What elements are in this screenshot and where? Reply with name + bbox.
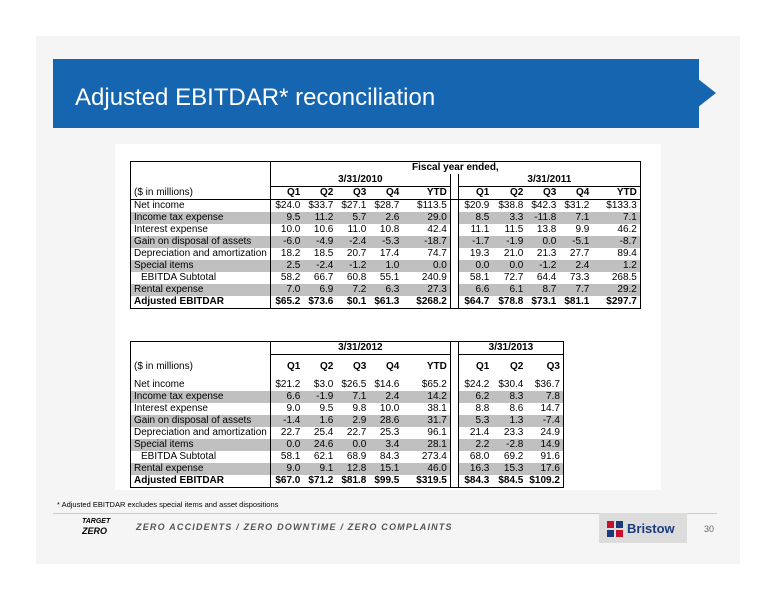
table-fy2012-2013 xyxy=(130,341,564,488)
cell-value: 15.1 xyxy=(369,463,402,475)
cell-value: $61.3 xyxy=(369,296,402,309)
cell-value: 7.7 xyxy=(559,284,592,296)
column-header: Q1 xyxy=(458,187,492,200)
cell-value: 27.3 xyxy=(402,284,450,296)
cell-value: -1.9 xyxy=(492,236,526,248)
cell-value: 18.2 xyxy=(280,248,301,259)
table-row xyxy=(131,272,641,284)
cell-value: 38.1 xyxy=(427,402,447,414)
cell-value: 6.6 xyxy=(458,284,492,296)
cell-value: -7.4 xyxy=(526,415,563,427)
row-label: Adjusted EBITDAR xyxy=(131,475,271,488)
row-label: EBITDA Subtotal xyxy=(131,451,271,463)
cell-value: $73.1 xyxy=(526,296,559,309)
table-row xyxy=(131,463,564,475)
table-row xyxy=(131,439,564,451)
cell-value: 1.3 xyxy=(492,415,526,427)
cell-value: 11.1 xyxy=(470,224,490,235)
row-label: Rental expense xyxy=(131,463,271,475)
cell-value: 8.5 xyxy=(458,212,492,224)
cell-value: 27.7 xyxy=(569,248,590,259)
column-header: Q3 xyxy=(526,187,559,200)
cell-value: $71.2 xyxy=(303,475,336,488)
bristow-emblem-icon xyxy=(607,519,623,537)
cell-value: -1.2 xyxy=(526,260,559,272)
footnote: * Adjusted EBITDAR excludes special items and asset dispositions xyxy=(57,500,279,509)
slide-title: Adjusted EBITDAR* reconciliation xyxy=(75,84,436,111)
column-header: Q4 xyxy=(386,360,400,372)
target-zero-logo-line1: TARGET xyxy=(82,518,111,525)
column-header: Q4 xyxy=(559,187,592,200)
column-gap xyxy=(450,296,458,309)
bristow-wordmark: Bristow xyxy=(627,521,675,536)
cell-value: 21.0 xyxy=(503,248,524,259)
table-row xyxy=(131,248,641,260)
cell-value: 62.1 xyxy=(313,450,334,462)
cell-value: 11.5 xyxy=(504,224,524,235)
units-label: ($ in millions) xyxy=(131,355,271,379)
cell-value: 6.6 xyxy=(270,391,303,403)
cell-value: $113.5 xyxy=(417,200,447,211)
cell-value: -4.9 xyxy=(303,236,336,248)
cell-value: 5.3 xyxy=(458,415,492,427)
fiscal-year-header: Fiscal year ended, xyxy=(270,162,640,175)
cell-value: 0.0 xyxy=(270,439,303,451)
table-row xyxy=(131,379,564,391)
column-header: Q2 xyxy=(492,187,526,200)
cell-value: 58.2 xyxy=(280,272,301,283)
column-header: Q1 xyxy=(476,360,490,372)
row-label: Interest expense xyxy=(131,224,271,236)
cell-value: 69.2 xyxy=(503,450,524,462)
cell-value: $99.5 xyxy=(369,475,402,488)
column-gap xyxy=(450,379,458,391)
cell-value: $64.7 xyxy=(458,296,492,309)
cell-value: $36.7 xyxy=(526,379,563,391)
row-label: Gain on disposal of assets xyxy=(131,415,271,427)
cell-value: $133.3 xyxy=(592,200,640,213)
cell-value: 58.1 xyxy=(280,450,301,462)
cell-value: 68.9 xyxy=(346,450,367,462)
cell-value: 28.6 xyxy=(369,415,402,427)
column-gap xyxy=(450,236,458,248)
cell-value: 2.9 xyxy=(336,415,369,427)
period-header: 3/31/2010 xyxy=(270,174,450,187)
cell-value: $73.6 xyxy=(303,296,336,309)
table-row xyxy=(131,236,641,248)
cell-value: -2.4 xyxy=(336,236,369,248)
cell-value: $33.7 xyxy=(308,200,334,211)
column-header: Q1 xyxy=(270,187,303,200)
cell-value: 55.1 xyxy=(379,272,400,283)
cell-value: $0.1 xyxy=(336,296,369,309)
cell-value: $65.2 xyxy=(421,378,447,390)
column-header: YTD xyxy=(592,187,640,200)
cell-value: $268.2 xyxy=(402,296,450,309)
cell-value: -6.0 xyxy=(270,236,303,248)
column-gap xyxy=(450,248,458,260)
cell-value: $38.8 xyxy=(498,200,524,211)
cell-value: 240.9 xyxy=(421,272,447,283)
cell-value: 25.3 xyxy=(379,426,400,438)
column-gap xyxy=(450,463,458,475)
cell-value: 91.6 xyxy=(526,451,563,463)
cell-value: 6.9 xyxy=(303,284,336,296)
cell-value: 89.4 xyxy=(592,248,640,260)
cell-value: 2.4 xyxy=(559,260,592,272)
cell-value: 19.3 xyxy=(469,248,490,259)
cell-value: 8.3 xyxy=(492,391,526,403)
cell-value: 9.5 xyxy=(319,402,334,414)
cell-value: 23.3 xyxy=(503,426,524,438)
cell-value: 14.7 xyxy=(526,403,563,415)
cell-value: -8.7 xyxy=(592,236,640,248)
cell-value: 273.4 xyxy=(421,450,447,462)
cell-value: 9.0 xyxy=(270,463,303,475)
cell-value: 9.5 xyxy=(270,212,303,224)
cell-value: 9.9 xyxy=(575,224,590,235)
cell-value: 7.1 xyxy=(336,391,369,403)
cell-value: 68.0 xyxy=(469,450,490,462)
cell-value: 20.7 xyxy=(346,248,367,259)
cell-value: 2.5 xyxy=(270,260,303,272)
cell-value: -1.7 xyxy=(458,236,492,248)
cell-value: 9.1 xyxy=(303,463,336,475)
cell-value: -1.9 xyxy=(303,391,336,403)
cell-value: 6.3 xyxy=(369,284,402,296)
units-label: ($ in millions) xyxy=(131,187,271,200)
cell-value: 46.0 xyxy=(402,463,450,475)
cell-value: -11.8 xyxy=(526,212,559,224)
cell-value: 29.2 xyxy=(592,284,640,296)
cell-value: 268.5 xyxy=(592,272,640,284)
cell-value: 10.6 xyxy=(313,224,334,235)
cell-value: 12.8 xyxy=(336,463,369,475)
table-row xyxy=(131,212,641,224)
table-fy2010-2011 xyxy=(130,161,641,309)
column-gap xyxy=(450,439,458,451)
cell-value: 7.1 xyxy=(592,212,640,224)
column-gap xyxy=(450,415,458,427)
cell-value: -18.7 xyxy=(402,236,450,248)
cell-value: 84.3 xyxy=(379,450,400,462)
table-row xyxy=(131,427,564,439)
cell-value: $81.8 xyxy=(336,475,369,488)
table-row xyxy=(131,415,564,427)
row-label: Income tax expense xyxy=(131,212,271,224)
table-row xyxy=(131,403,564,415)
cell-value: 6.1 xyxy=(492,284,526,296)
column-header: Q3 xyxy=(526,355,563,379)
cell-value: -2.4 xyxy=(303,260,336,272)
cell-value: 0.0 xyxy=(336,439,369,451)
column-gap xyxy=(450,355,458,379)
column-header: Q2 xyxy=(510,360,524,372)
cell-value: $26.5 xyxy=(341,378,367,390)
row-label: Income tax expense xyxy=(131,391,271,403)
row-label: Net income xyxy=(131,200,271,213)
cell-value: 58.1 xyxy=(469,272,490,283)
cell-value: 1.6 xyxy=(303,415,336,427)
cell-value: 7.2 xyxy=(336,284,369,296)
cell-value: $42.3 xyxy=(531,200,557,211)
row-label: Special items xyxy=(131,439,271,451)
cell-value: 10.0 xyxy=(280,224,301,235)
cell-value: 0.0 xyxy=(458,260,492,272)
column-header: Q4 xyxy=(369,187,402,200)
row-label: Depreciation and amortization xyxy=(131,248,271,260)
cell-value: 28.1 xyxy=(402,439,450,451)
cell-value: -2.8 xyxy=(492,439,526,451)
table-row xyxy=(131,260,641,272)
cell-value: 96.1 xyxy=(427,426,447,438)
cell-value: 22.7 xyxy=(346,426,367,438)
cell-value: 10.8 xyxy=(379,224,400,235)
cell-value: 8.8 xyxy=(475,402,490,414)
cell-value: $28.7 xyxy=(374,200,400,211)
cell-value: 17.4 xyxy=(379,248,400,259)
cell-value: 8.6 xyxy=(509,402,524,414)
cell-value: $81.1 xyxy=(559,296,592,309)
cell-value: 2.2 xyxy=(458,439,492,451)
period-header: 3/31/2012 xyxy=(270,342,450,355)
cell-value: 11.2 xyxy=(303,212,336,224)
cell-value: 6.2 xyxy=(458,391,492,403)
column-header: Q1 xyxy=(287,360,301,372)
period-header: 3/31/2013 xyxy=(458,342,563,355)
column-gap xyxy=(450,451,458,463)
column-gap xyxy=(450,284,458,296)
cell-value: $109.2 xyxy=(526,475,563,488)
cell-value: 0.0 xyxy=(526,236,559,248)
column-gap xyxy=(450,391,458,403)
cell-value: $78.8 xyxy=(492,296,526,309)
cell-value: 60.8 xyxy=(346,272,367,283)
cell-value: $84.5 xyxy=(492,475,526,488)
row-label: Interest expense xyxy=(131,403,271,415)
table-row xyxy=(131,475,564,488)
cell-value: $67.0 xyxy=(270,475,303,488)
table-row xyxy=(131,224,641,236)
column-gap xyxy=(450,260,458,272)
cell-value: -5.1 xyxy=(559,236,592,248)
page-number: 30 xyxy=(704,524,715,534)
cell-value: 22.7 xyxy=(280,426,301,438)
table-row xyxy=(131,284,641,296)
cell-value: -5.3 xyxy=(369,236,402,248)
cell-value: 16.3 xyxy=(458,463,492,475)
cell-value: 8.7 xyxy=(526,284,559,296)
bristow-logo xyxy=(599,513,687,543)
cell-value: $31.2 xyxy=(564,200,590,211)
column-header: Q2 xyxy=(320,360,334,372)
row-label: Net income xyxy=(131,379,271,391)
cell-value: $297.7 xyxy=(592,296,640,309)
column-header: Q2 xyxy=(303,187,336,200)
cell-value: 73.3 xyxy=(569,272,590,283)
target-zero-logo xyxy=(82,518,111,540)
row-label: EBITDA Subtotal xyxy=(131,272,271,284)
cell-value: $319.5 xyxy=(402,475,450,488)
column-header: YTD xyxy=(426,360,447,372)
cell-value: $27.1 xyxy=(341,200,367,211)
row-label: Adjusted EBITDAR xyxy=(131,296,271,309)
table-row xyxy=(131,391,564,403)
cell-value: 31.7 xyxy=(402,415,450,427)
safety-slogan: ZERO ACCIDENTS / ZERO DOWNTIME / ZERO COMPLAINTS xyxy=(136,522,453,532)
table-row xyxy=(131,296,641,309)
cell-value: 9.8 xyxy=(352,402,367,414)
cell-value: 24.9 xyxy=(526,427,563,439)
cell-value: 7.8 xyxy=(526,391,563,403)
row-label: Gain on disposal of assets xyxy=(131,236,271,248)
cell-value: 3.4 xyxy=(369,439,402,451)
cell-value: 1.2 xyxy=(592,260,640,272)
cell-value: 10.0 xyxy=(379,402,400,414)
period-header: 3/31/2011 xyxy=(458,174,640,187)
cell-value: 74.7 xyxy=(427,248,447,259)
cell-value: 18.5 xyxy=(313,248,334,259)
cell-value: $65.2 xyxy=(270,296,303,309)
cell-value: 3.3 xyxy=(492,212,526,224)
cell-value: $21.2 xyxy=(275,378,301,390)
cell-value: 42.4 xyxy=(427,224,447,235)
column-gap xyxy=(450,200,458,213)
cell-value: 2.6 xyxy=(369,212,402,224)
cell-value: -1.2 xyxy=(336,260,369,272)
cell-value: -1.4 xyxy=(270,415,303,427)
column-header: Q3 xyxy=(353,360,367,372)
cell-value: 9.0 xyxy=(286,402,301,414)
column-header: YTD xyxy=(402,187,450,200)
title-banner xyxy=(53,59,699,128)
column-gap xyxy=(450,427,458,439)
cell-value: 1.0 xyxy=(369,260,402,272)
column-gap xyxy=(450,272,458,284)
column-gap xyxy=(450,224,458,236)
cell-value: 25.4 xyxy=(313,426,334,438)
column-gap xyxy=(450,403,458,415)
cell-value: 24.6 xyxy=(303,439,336,451)
table-row xyxy=(131,200,641,213)
cell-value: 7.1 xyxy=(559,212,592,224)
cell-value: $24.0 xyxy=(275,200,301,211)
cell-value: 0.0 xyxy=(402,260,450,272)
cell-value: 64.4 xyxy=(536,272,557,283)
cell-value: $30.4 xyxy=(498,378,524,390)
cell-value: 21.4 xyxy=(469,426,490,438)
table-row xyxy=(131,451,564,463)
cell-value: 14.9 xyxy=(526,439,563,451)
cell-value: 66.7 xyxy=(313,272,334,283)
cell-value: $3.0 xyxy=(313,378,334,390)
cell-value: $14.6 xyxy=(374,378,400,390)
row-label: Depreciation and amortization xyxy=(131,427,271,439)
cell-value: $84.3 xyxy=(458,475,492,488)
column-gap xyxy=(450,212,458,224)
cell-value: 13.8 xyxy=(536,224,557,235)
cell-value: 21.3 xyxy=(536,248,557,259)
cell-value: 5.7 xyxy=(336,212,369,224)
cell-value: $24.2 xyxy=(464,378,490,390)
cell-value: 46.2 xyxy=(592,224,640,236)
column-header: Q3 xyxy=(336,187,369,200)
target-zero-logo-line2: ZERO xyxy=(82,526,108,536)
cell-value: 29.0 xyxy=(402,212,450,224)
cell-value: 14.2 xyxy=(402,391,450,403)
column-gap xyxy=(450,187,458,200)
cell-value: 11.0 xyxy=(347,224,367,235)
cell-value: 7.0 xyxy=(270,284,303,296)
cell-value: $20.9 xyxy=(464,200,490,211)
cell-value: 15.3 xyxy=(492,463,526,475)
row-label: Rental expense xyxy=(131,284,271,296)
cell-value: 2.4 xyxy=(369,391,402,403)
cell-value: 17.6 xyxy=(526,463,563,475)
column-gap xyxy=(450,475,458,488)
cell-value: 0.0 xyxy=(492,260,526,272)
row-label: Special items xyxy=(131,260,271,272)
cell-value: 72.7 xyxy=(503,272,524,283)
